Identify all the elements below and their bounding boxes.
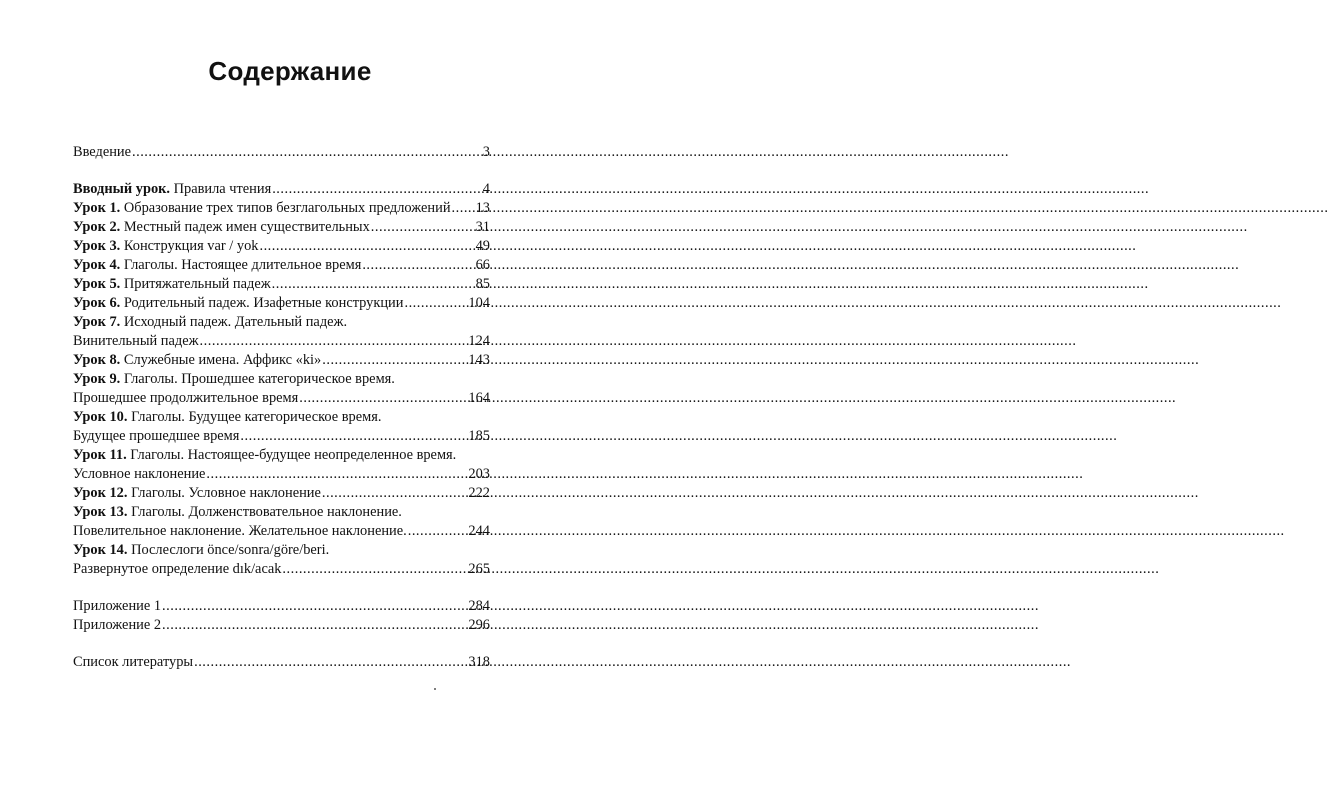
toc-page-number: 104 [468,295,490,311]
lesson-title: Глаголы. Настоящее-будущее неопределенное время. [126,447,457,463]
toc-page-number: 4 [482,181,490,197]
toc-entry-lesson-13[interactable] [73,503,490,522]
leader-dots [200,332,468,351]
leader-dots [362,256,474,275]
toc-entry-lesson-2[interactable] [73,218,490,237]
leader-dots [404,294,467,313]
toc-entry-label: Введение [73,144,132,160]
lesson-title: Глаголы. Долженствовательное наклонение. [127,504,402,520]
lesson-title: Конструкция var / yok [120,238,259,254]
toc-entry-lesson-9-cont[interactable] [73,389,490,408]
lesson-title-continued: Повелительное наклонение. Желательное наклонение. [73,523,407,539]
lesson-number: Урок 14. [73,542,128,558]
lesson-title: Глаголы. Будущее категорическое время. [127,409,382,425]
lesson-title: Притяжательный падеж [120,276,271,292]
toc-entry-lesson-10-cont[interactable] [73,427,490,446]
toc-entry-label: Приложение 1 [73,598,162,614]
lesson-title-continued: Будущее прошедшее время [73,428,240,444]
leader-dots [282,560,467,579]
lesson-number: Урок 11. [73,447,127,463]
leader-dots [322,484,468,503]
toc-entry-label: Список литературы [73,654,194,670]
toc-entry-lesson-11-cont[interactable] [73,465,490,484]
lesson-number: Урок 3. [73,238,121,254]
lesson-number: Урок 12. [73,485,128,501]
lesson-number: Урок 8. [73,352,121,368]
toc-page-number: 31 [475,219,490,235]
lesson-title: Глаголы. Настоящее длительное время [120,257,362,273]
lesson-number: Урок 1. [73,200,121,216]
leader-dots [206,465,467,484]
lesson-number: Урок 7. [73,314,121,330]
toc-entry-lesson-7[interactable] [73,313,490,332]
toc-page-number: 49 [475,238,490,254]
lesson-title: Образование трех типов безглагольных предложений [120,200,451,216]
toc-page-number: 244 [468,523,490,539]
toc-page-number: 185 [468,428,490,444]
toc-entry-lesson-6[interactable] [73,294,490,313]
lesson-title: Послеслоги önce/sonra/göre/beri. [127,542,330,558]
toc-page-number: 203 [468,466,490,482]
lesson-title: Глаголы. Условное наклонение [127,485,321,501]
scan-speck [434,688,436,690]
toc-entry-lesson-10[interactable] [73,408,490,427]
lesson-number: Вводный урок. [73,181,171,197]
leader-dots [259,237,474,256]
toc-page-number: 85 [475,276,490,292]
lesson-number: Урок 10. [73,409,128,425]
toc-entry-lesson-4[interactable] [73,256,490,275]
toc-page-number: 164 [468,390,490,406]
toc-entry-intro[interactable] [73,143,490,162]
toc-entry-lesson-14-cont[interactable] [73,560,490,579]
lesson-title: Правила чтения [170,181,272,197]
lesson-number: Урок 5. [73,276,121,292]
lesson-title: Служебные имена. Аффикс «ki» [120,352,322,368]
toc-entry-bibliography[interactable] [73,653,490,672]
toc-entry-lesson-9[interactable] [73,370,490,389]
toc-entry-lesson-8[interactable] [73,351,490,370]
toc-entry-lesson-3[interactable] [73,237,490,256]
lesson-title: Глаголы. Прошедшее категорическое время. [120,371,395,387]
table-of-contents [73,143,490,672]
toc-entry-lesson-intro[interactable] [73,180,490,199]
lesson-number: Урок 9. [73,371,121,387]
lesson-number: Урок 13. [73,504,128,520]
toc-page-number: 296 [468,617,490,633]
toc-entry-lesson-7-cont[interactable] [73,332,490,351]
lesson-title-continued: Условное наклонение [73,466,206,482]
toc-entry-lesson-11[interactable] [73,446,490,465]
toc-page-number: 13 [475,200,490,216]
leader-dots [299,389,467,408]
lesson-number: Урок 6. [73,295,121,311]
toc-page-number: 143 [468,352,490,368]
toc-entry-appendix-2[interactable] [73,616,490,635]
toc-page-number: 222 [468,485,490,501]
toc-page-number: 265 [468,561,490,577]
toc-page-number: 66 [475,257,490,273]
toc-entry-lesson-12[interactable] [73,484,490,503]
lesson-title-continued: Развернутое определение dık/acak [73,561,282,577]
toc-entry-lesson-14[interactable] [73,541,490,560]
toc-page-number: 318 [468,654,490,670]
toc-entry-lesson-1[interactable] [73,199,490,218]
page-title: Содержание [208,56,372,86]
lesson-title-continued: Прошедшее продолжительное время [73,390,299,406]
leader-dots [452,199,475,218]
leader-dots [408,522,468,541]
toc-entry-lesson-5[interactable] [73,275,490,294]
leader-dots [272,275,475,294]
lesson-title: Родительный падеж. Изафетные конструкции [120,295,404,311]
leader-dots [162,597,467,616]
toc-page-number: 3 [482,144,490,160]
leader-dots [132,143,482,162]
leader-dots [194,653,467,672]
lesson-title-continued: Винительный падеж [73,333,199,349]
leader-dots [371,218,475,237]
lesson-title: Исходный падеж. Дательный падеж. [120,314,348,330]
toc-entry-label: Приложение 2 [73,617,162,633]
leader-dots [272,180,482,199]
toc-page-number: 284 [468,598,490,614]
lesson-number: Урок 4. [73,257,121,273]
lesson-title: Местный падеж имен существительных [120,219,370,235]
lesson-number: Урок 2. [73,219,121,235]
leader-dots [322,351,467,370]
leader-dots [162,616,467,635]
leader-dots [240,427,467,446]
toc-page-number: 124 [468,333,490,349]
toc-entry-appendix-1[interactable] [73,597,490,616]
toc-entry-lesson-13-cont[interactable] [73,522,490,541]
